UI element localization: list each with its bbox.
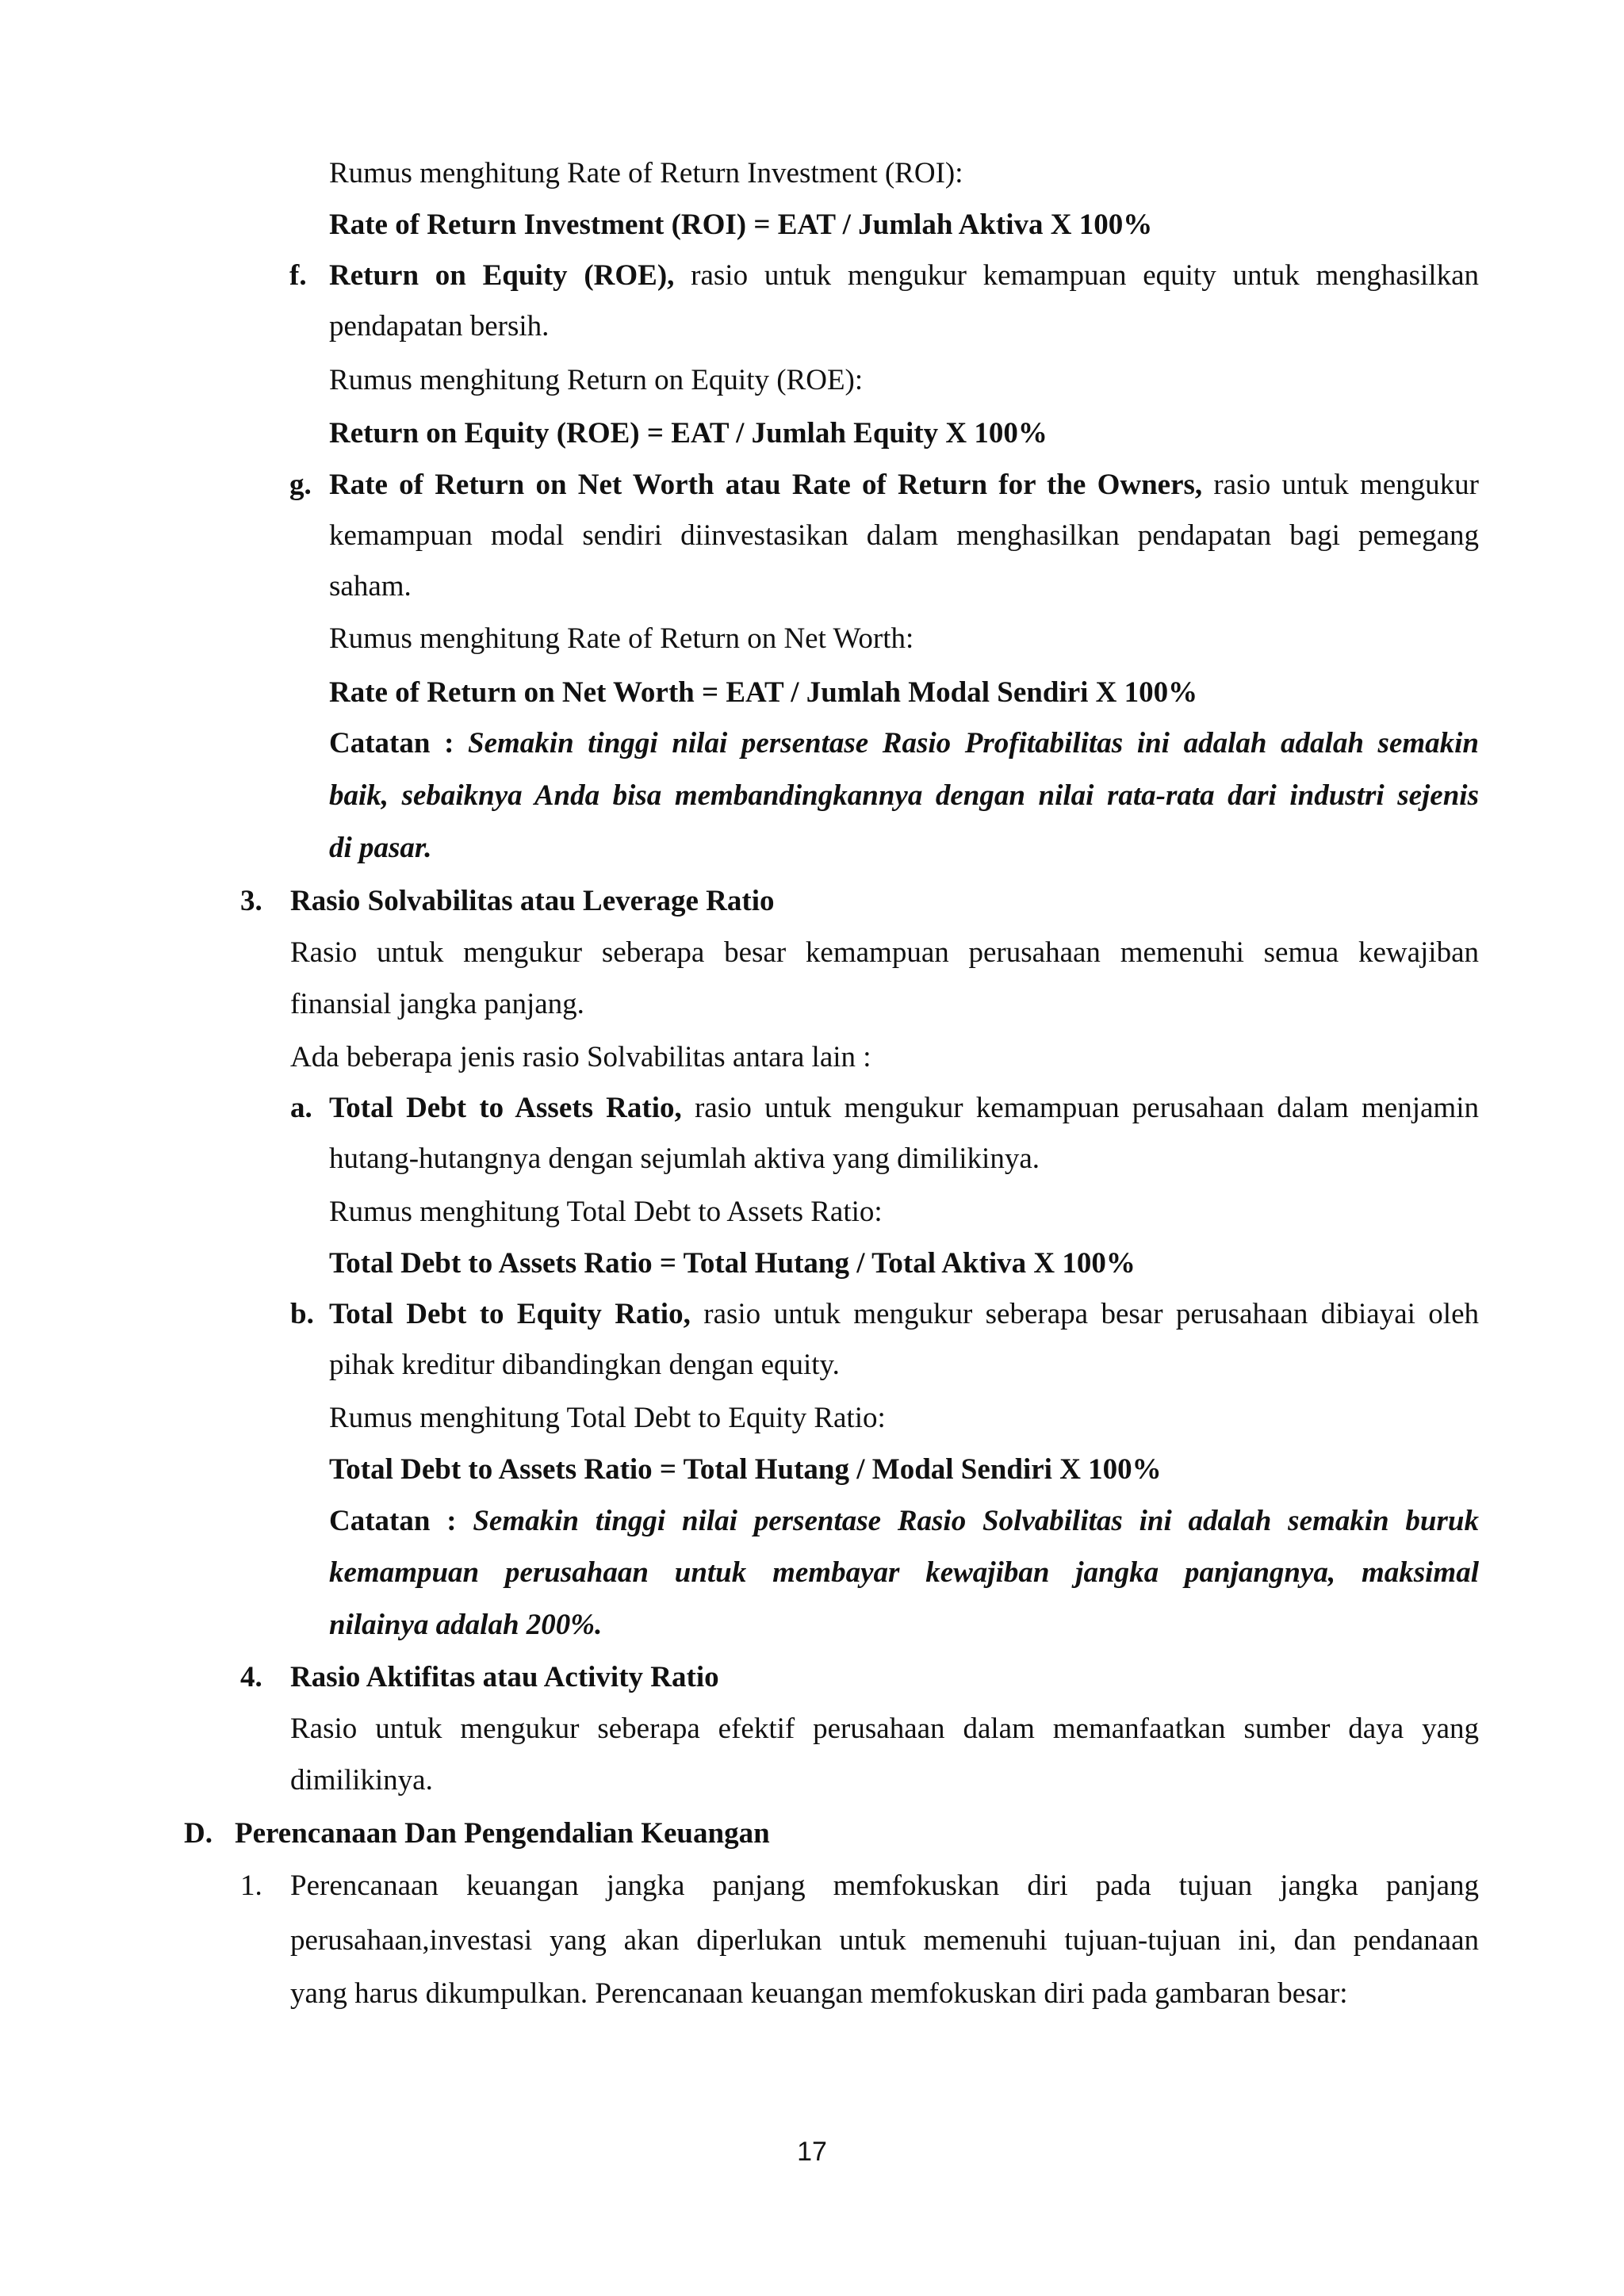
section-number-4: 4.: [240, 1661, 262, 1693]
activity-desc-line2: dimilikinya.: [290, 1764, 433, 1797]
solv-types-intro: Ada beberapa jenis rasio Solvabilitas antara lain :: [290, 1041, 871, 1073]
section-title-solvabilitas: Rasio Solvabilitas atau Leverage Ratio: [290, 885, 775, 917]
roe-desc: rasio untuk mengukur kemampuan equity untuk menghasilkan: [691, 259, 1479, 292]
solv-a-formula: Total Debt to Assets Ratio = Total Hutang / Total Aktiva X 100%: [329, 1247, 1136, 1280]
roe-desc-line2: pendapatan bersih.: [329, 310, 550, 342]
list-label-a: a.: [290, 1092, 312, 1124]
roi-formula-intro: Rumus menghitung Rate of Return Investment (ROI):: [329, 157, 963, 189]
roe-formula-intro: Rumus menghitung Return on Equity (ROE):: [329, 364, 864, 396]
roe-description-line: [329, 257, 1479, 295]
activity-desc-line1: Rasio untuk mengukur seberapa efektif perusahaan dalam memanfaatkan sumber daya yang: [290, 1712, 1479, 1745]
ronw-description-line: [329, 466, 1479, 504]
solv-a-desc-line2: hutang-hutangnya dengan sejumlah aktiva yang dimilikinya.: [329, 1142, 1040, 1175]
solv-b-desc: rasio untuk mengukur seberapa besar perusahaan dibiayai oleh: [703, 1298, 1480, 1330]
ronw-term: Rate of Return on Net Worth atau Rate of Return for the Owners,: [329, 469, 1203, 501]
section-label-d: D.: [184, 1817, 213, 1850]
item-number-1: 1.: [240, 1869, 262, 1902]
section-number-3: 3.: [240, 885, 262, 917]
section-title-perencanaan: Perencanaan Dan Pengendalian Keuangan: [235, 1817, 770, 1850]
solv-a-desc: rasio untuk mengukur kemampuan perusahaan dalam menjamin: [694, 1092, 1479, 1124]
note-label: Catatan :: [329, 1505, 457, 1537]
list-label-b: b.: [290, 1298, 314, 1330]
solv-b-description-line: [329, 1295, 1479, 1334]
ronw-note-line2: baik, sebaiknya Anda bisa membandingkannya dengan nilai rata-rata dari industri sejenis: [329, 779, 1479, 812]
roe-formula: Return on Equity (ROE) = EAT / Jumlah Equity X 100%: [329, 417, 1048, 450]
section-title-aktifitas: Rasio Aktifitas atau Activity Ratio: [290, 1661, 719, 1693]
solv-a-formula-intro: Rumus menghitung Total Debt to Assets Ratio:: [329, 1196, 883, 1228]
solv-note-line2: kemampuan perusahaan untuk membayar kewajiban jangka panjangnya, maksimal: [329, 1556, 1479, 1589]
item1-line3: yang harus dikumpulkan. Perencanaan keuangan memfokuskan diri pada gambaran besar:: [290, 1977, 1348, 2010]
solv-b-formula-intro: Rumus menghitung Total Debt to Equity Ratio:: [329, 1402, 886, 1434]
ronw-desc-line3: saham.: [329, 570, 412, 603]
item1-line2: perusahaan,investasi yang akan diperlukan untuk memenuhi tujuan-tujuan ini, dan pendanaan: [290, 1924, 1479, 1957]
item1-line1: Perencanaan keuangan jangka panjang memfokuskan diri pada tujuan jangka panjang: [290, 1869, 1479, 1902]
note-text: Semakin tinggi nilai persentase Rasio Solvabilitas ini adalah semakin buruk: [473, 1505, 1479, 1537]
solv-a-description-line: [329, 1089, 1479, 1127]
ronw-note-line3: di pasar.: [329, 832, 432, 864]
roe-term: Return on Equity (ROE),: [329, 259, 675, 292]
solv-b-formula: Total Debt to Assets Ratio = Total Hutang / Modal Sendiri X 100%: [329, 1453, 1162, 1486]
solv-b-desc-line2: pihak kreditur dibandingkan dengan equity.: [329, 1349, 840, 1381]
roi-formula: Rate of Return Investment (ROI) = EAT / Jumlah Aktiva X 100%: [329, 209, 1153, 241]
ronw-desc: rasio untuk mengukur: [1213, 469, 1479, 501]
ronw-formula: Rate of Return on Net Worth = EAT / Jumlah Modal Sendiri X 100%: [329, 676, 1198, 709]
solv-b-term: Total Debt to Equity Ratio,: [329, 1298, 691, 1330]
solv-a-term: Total Debt to Assets Ratio,: [329, 1092, 682, 1124]
ronw-note-line1: [329, 725, 1479, 763]
list-label-g: g.: [289, 469, 312, 501]
solv-note-line1: [329, 1502, 1479, 1540]
ronw-desc-line2: kemampuan modal sendiri diinvestasikan dalam menghasilkan pendapatan bagi pemegang: [329, 519, 1479, 552]
page-number: 17: [797, 2137, 827, 2167]
note-text: Semakin tinggi nilai persentase Rasio Profitabilitas ini adalah adalah semakin: [468, 727, 1479, 760]
note-label: Catatan :: [329, 727, 454, 760]
solv-note-line3: nilainya adalah 200%.: [329, 1609, 603, 1641]
solv-desc-line2: finansial jangka panjang.: [290, 988, 584, 1020]
solv-desc-line1: Rasio untuk mengukur seberapa besar kemampuan perusahaan memenuhi semua kewajiban: [290, 936, 1479, 969]
ronw-formula-intro: Rumus menghitung Rate of Return on Net Worth:: [329, 622, 914, 655]
list-label-f: f.: [289, 259, 307, 292]
